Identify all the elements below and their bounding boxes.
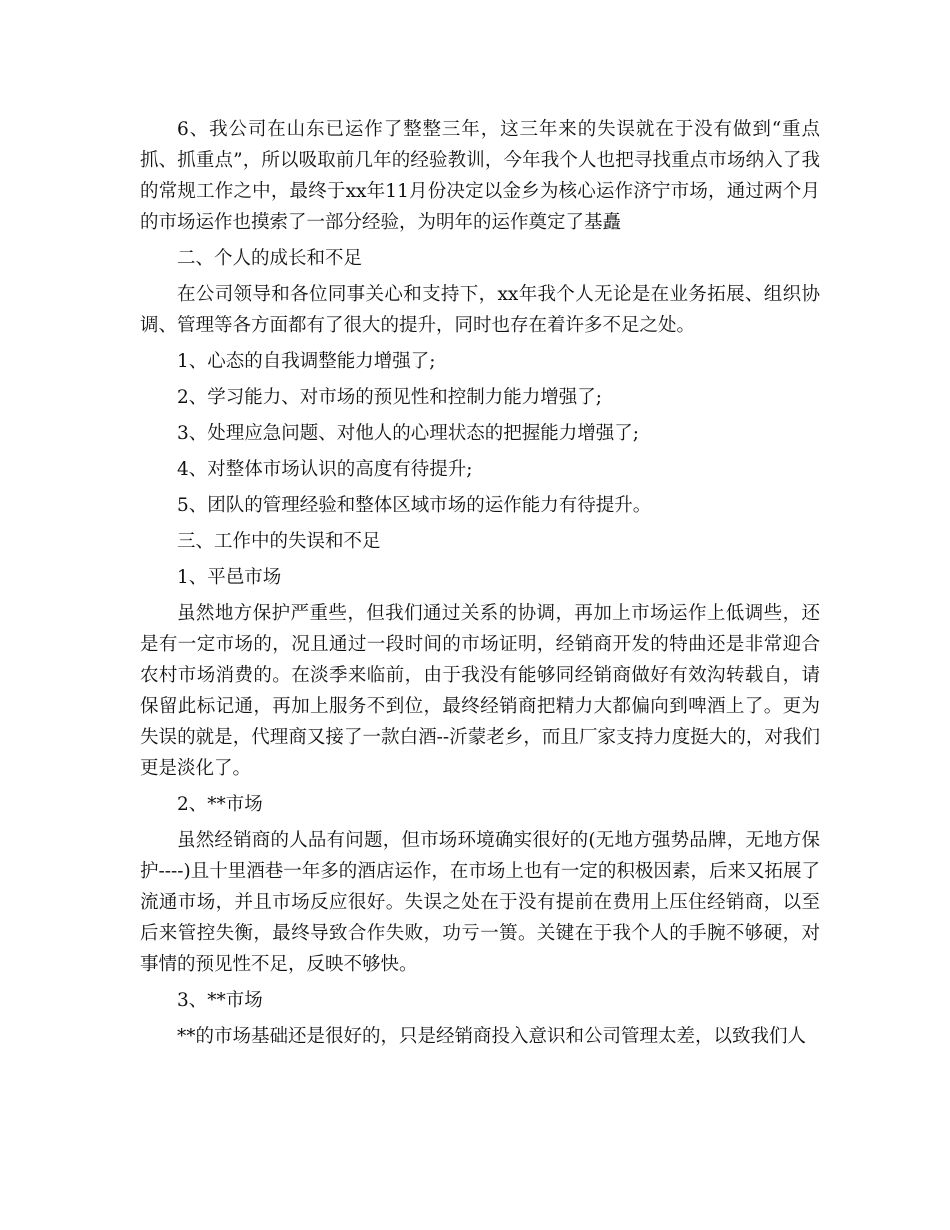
- subheading-pingyi-market: 1、平邑市场: [177, 567, 282, 588]
- subheading-market-2: 2、**市场: [177, 794, 263, 815]
- paragraph-6-shandong: 6、我公司在山东已运作了整整三年，这三年来的失误就在于没有做到“重点抓、抓重点”，所以吸取前几年的经验教训，今年我个人也把寻找重点市场纳入了我的常规工作之中，最终于xx年11月份决定以金乡为核心运作济宁市场，通过两个月的市场运作也摸索了一部分经验，为明年的运作奠定了基矗: [140, 119, 820, 233]
- paragraph-growth-intro: 在公司领导和各位同事关心和支持下，xx年我个人无论是在业务拓展、组织协调、管理等各方面都有了很大的提升，同时也存在着许多不足之处。: [140, 284, 820, 336]
- list-item-4: 4、对整体市场认识的高度有待提升;: [177, 459, 473, 480]
- document-body: [140, 114, 820, 1057]
- paragraph-market-2: 虽然经销商的人品有问题，但市场环境确实很好的(无地方强势品牌，无地方保护----)且十里酒巷一年多的酒店运作，在市场上也有一定的积极因素，后来又拓展了流通市场，并且市场反应很好。失误之处在于没有提前在费用上压住经销商，以至后来管控失衡，最终导致合作失败，功亏一篑。关键在于我个人的手腕不够硬，对事情的预见性不足，反映不够快。: [140, 830, 820, 975]
- subheading-market-3: 3、**市场: [177, 990, 263, 1011]
- list-item-5: 5、团队的管理经验和整体区域市场的运作能力有待提升。: [177, 495, 652, 516]
- list-item-1: 1、心态的自我调整能力增强了;: [177, 351, 436, 372]
- list-item-2: 2、学习能力、对市场的预见性和控制力能力增强了;: [177, 387, 603, 408]
- paragraph-market-3: **的市场基础还是很好的，只是经销商投入意识和公司管理太差，以致我们人: [177, 1026, 807, 1047]
- section-heading-growth: 二、个人的成长和不足: [177, 248, 363, 269]
- section-heading-mistakes: 三、工作中的失误和不足: [177, 531, 381, 552]
- paragraph-pingyi-market: 虽然地方保护严重些，但我们通过关系的协调，再加上市场运作上低调些，还是有一定市场的，况且通过一段时间的市场证明，经销商开发的特曲还是非常迎合农村市场消费的。在淡季来临前，由于我没有能够同经销商做好有效沟转载自，请保留此标记通，再加上服务不到位，最终经销商把精力大都偏向到啤酒上了。更为失误的就是，代理商又接了一款白酒--沂蒙老乡，而且厂家支持力度挺大的，对我们更是淡化了。: [140, 603, 820, 779]
- list-item-3: 3、处理应急问题、对他人的心理状态的把握能力增强了;: [177, 423, 640, 444]
